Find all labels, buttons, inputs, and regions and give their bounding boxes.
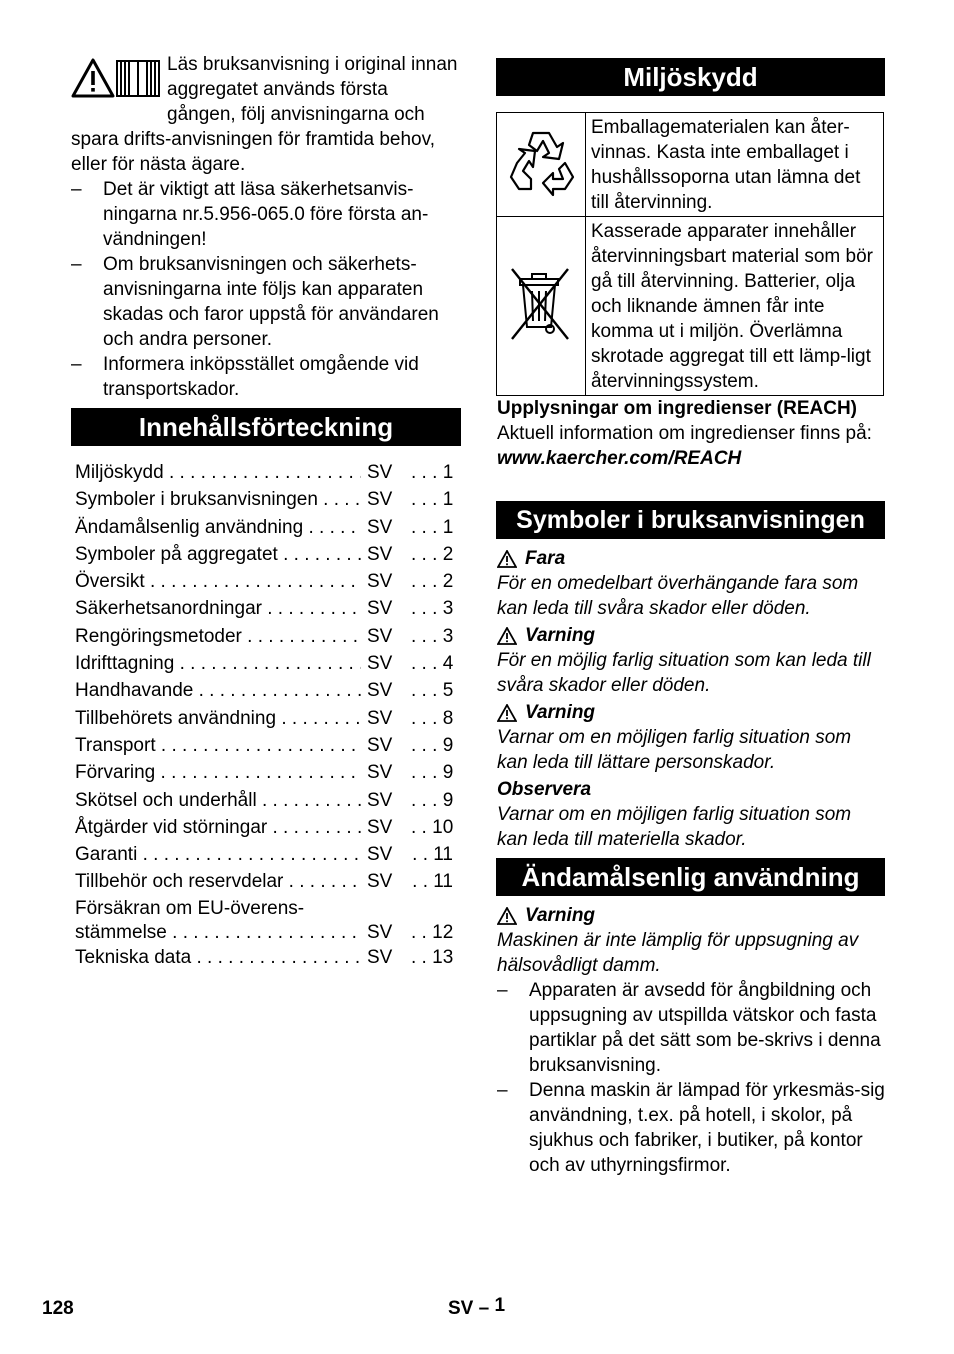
warning-manual-icons (71, 58, 163, 103)
caution-text: Varnar om en möjligen farlig situation som kan leda till lättare personskador. (497, 727, 852, 773)
env-table-wrap (496, 112, 884, 396)
recycle-icon (497, 113, 586, 217)
intro-bullet: – Om bruksanvisningen och säkerhets-anvisningarna inte följs kan apparaten skadas och faror uppstå för användaren och andra personer. (71, 254, 439, 350)
toc-entry[interactable]: Översikt . . . SV . . . 2 (75, 569, 453, 596)
toc-entry[interactable]: Åtgärder vid störningar . . . SV . . 10 (75, 815, 453, 842)
symbols-heading: Symboler i bruksanvisningen (496, 501, 885, 539)
symbols-section (497, 546, 887, 852)
reach-title: Upplysningar om ingredienser (REACH) (497, 398, 857, 419)
env-table (496, 112, 884, 396)
warning-text: För en möjlig farlig situation som kan leda till svåra skador eller döden. (497, 650, 871, 696)
toc-entry[interactable]: Säkerhetsanordningar . . . SV . . . 3 (75, 596, 453, 623)
env-heading: Miljöskydd (496, 58, 885, 96)
warning-triangle-icon (497, 907, 517, 925)
intro-bullet: – Det är viktigt att läsa säkerhetsanvis-ningarna nr.5.956-065.0 före första an-vändningen! (71, 179, 429, 250)
toc-entry[interactable]: Miljöskydd . . . SV . . . 1 (75, 460, 453, 487)
toc-entry[interactable]: Tillbehör och reservdelar . . . SV . . 11 (75, 869, 453, 896)
toc-entry[interactable]: Symboler på aggregatet . . . SV . . . 2 (75, 542, 453, 569)
toc-entry[interactable]: Skötsel och underhåll . . . SV . . . 9 (75, 788, 453, 815)
usage-bullet: – Apparaten är avsedd för ångbildning och uppsugning av utspillda vätskor och fasta partiklar på det sätt som be-skrivs i denna bruksanvisning. (497, 980, 881, 1076)
note-label: Observera (497, 779, 592, 800)
toc-entry[interactable]: Tillbehörets användning . . . SV . . . 8 (75, 706, 453, 733)
danger-label-row: Fara (497, 546, 887, 571)
page-number: 128 (42, 1298, 74, 1319)
caution-label-row: Varning (497, 700, 887, 725)
warning-triangle-icon (73, 60, 113, 96)
warning-triangle-icon (497, 550, 517, 568)
toc-entry[interactable]: Förvaring . . . SV . . . 9 (75, 760, 453, 787)
toc-entry-multiline[interactable]: Försäkran om EU-överens- stämmelse . . . SV . . 12 (75, 897, 453, 945)
intro-text: Läs bruksanvisning i original innan aggregatet används första gången, följ anvisningarna och spara drifts-anvisningen för framtida behov, eller för nästa ägare. (71, 54, 458, 175)
warning-triangle-icon (497, 704, 517, 722)
warning-triangle-icon (497, 627, 517, 645)
toc-entry[interactable]: Idrifttagning . . . SV . . . 4 (75, 651, 453, 678)
toc-entry[interactable]: Symboler i bruksanvisningen . . . SV . . . 1 (75, 487, 453, 514)
crossed-bin-icon (497, 217, 586, 396)
toc-entry[interactable]: Handhavande . . . SV . . . 5 (75, 678, 453, 705)
usage-section (497, 903, 887, 1178)
env-disposal-text: Kasserade apparater innehåller återvinningsbart material som bör gå till återvinning. Batterier, olja och liknande ämnen får inte komma ut i miljön. Överlämna skrotade aggregat till ett lämp-ligt återvinningssystem. (586, 217, 884, 396)
warning-label-row: Varning (497, 623, 887, 648)
usage-warning-text: Maskinen är inte lämplig för uppsugning av hälsovådligt damm. (497, 930, 859, 976)
toc-entry[interactable]: Ändamålsenlig användning . . . SV . . . 1 (75, 515, 453, 542)
env-recycle-text: Emballagematerialen kan åter-vinnas. Kasta inte emballaget i hushållssoporna utan lämna det till återvinning. (586, 113, 884, 217)
reach-text: Aktuell information om ingredienser finns på: (497, 423, 872, 444)
danger-text: För en omedelbart överhängande fara som kan leda till svåra skador eller döden. (497, 573, 859, 619)
toc-entry[interactable]: Transport . . . SV . . . 9 (75, 733, 453, 760)
reach-section (497, 396, 892, 471)
usage-heading: Ändamålsenlig användning (496, 858, 885, 896)
manual-book-icon (117, 61, 159, 96)
toc-entry[interactable]: Garanti . . . SV . . 11 (75, 842, 453, 869)
footer-lang: SV – 1 (448, 1295, 506, 1319)
reach-link[interactable]: www.kaercher.com/REACH (497, 448, 742, 469)
note-text: Varnar om en möjligen farlig situation som kan leda till materiella skador. (497, 804, 852, 850)
intro-section (71, 52, 461, 402)
toc-entry[interactable]: Tekniska data . . . SV . . 13 (75, 945, 453, 972)
intro-bullet: – Informera inköpsstället omgående vid transportskador. (71, 354, 419, 400)
usage-warning-label-row: Varning (497, 903, 887, 928)
toc-list (75, 460, 453, 972)
toc-entry[interactable]: Rengöringsmetoder . . . SV . . . 3 (75, 624, 453, 651)
usage-bullet: – Denna maskin är lämpad för yrkesmäs-sig användning, t.ex. på hotell, i skolor, på sjukhus och fabriker, i butiker, på kontor och av uthyrningsfirmor. (497, 1080, 885, 1176)
toc-heading: Innehållsförteckning (71, 408, 461, 446)
